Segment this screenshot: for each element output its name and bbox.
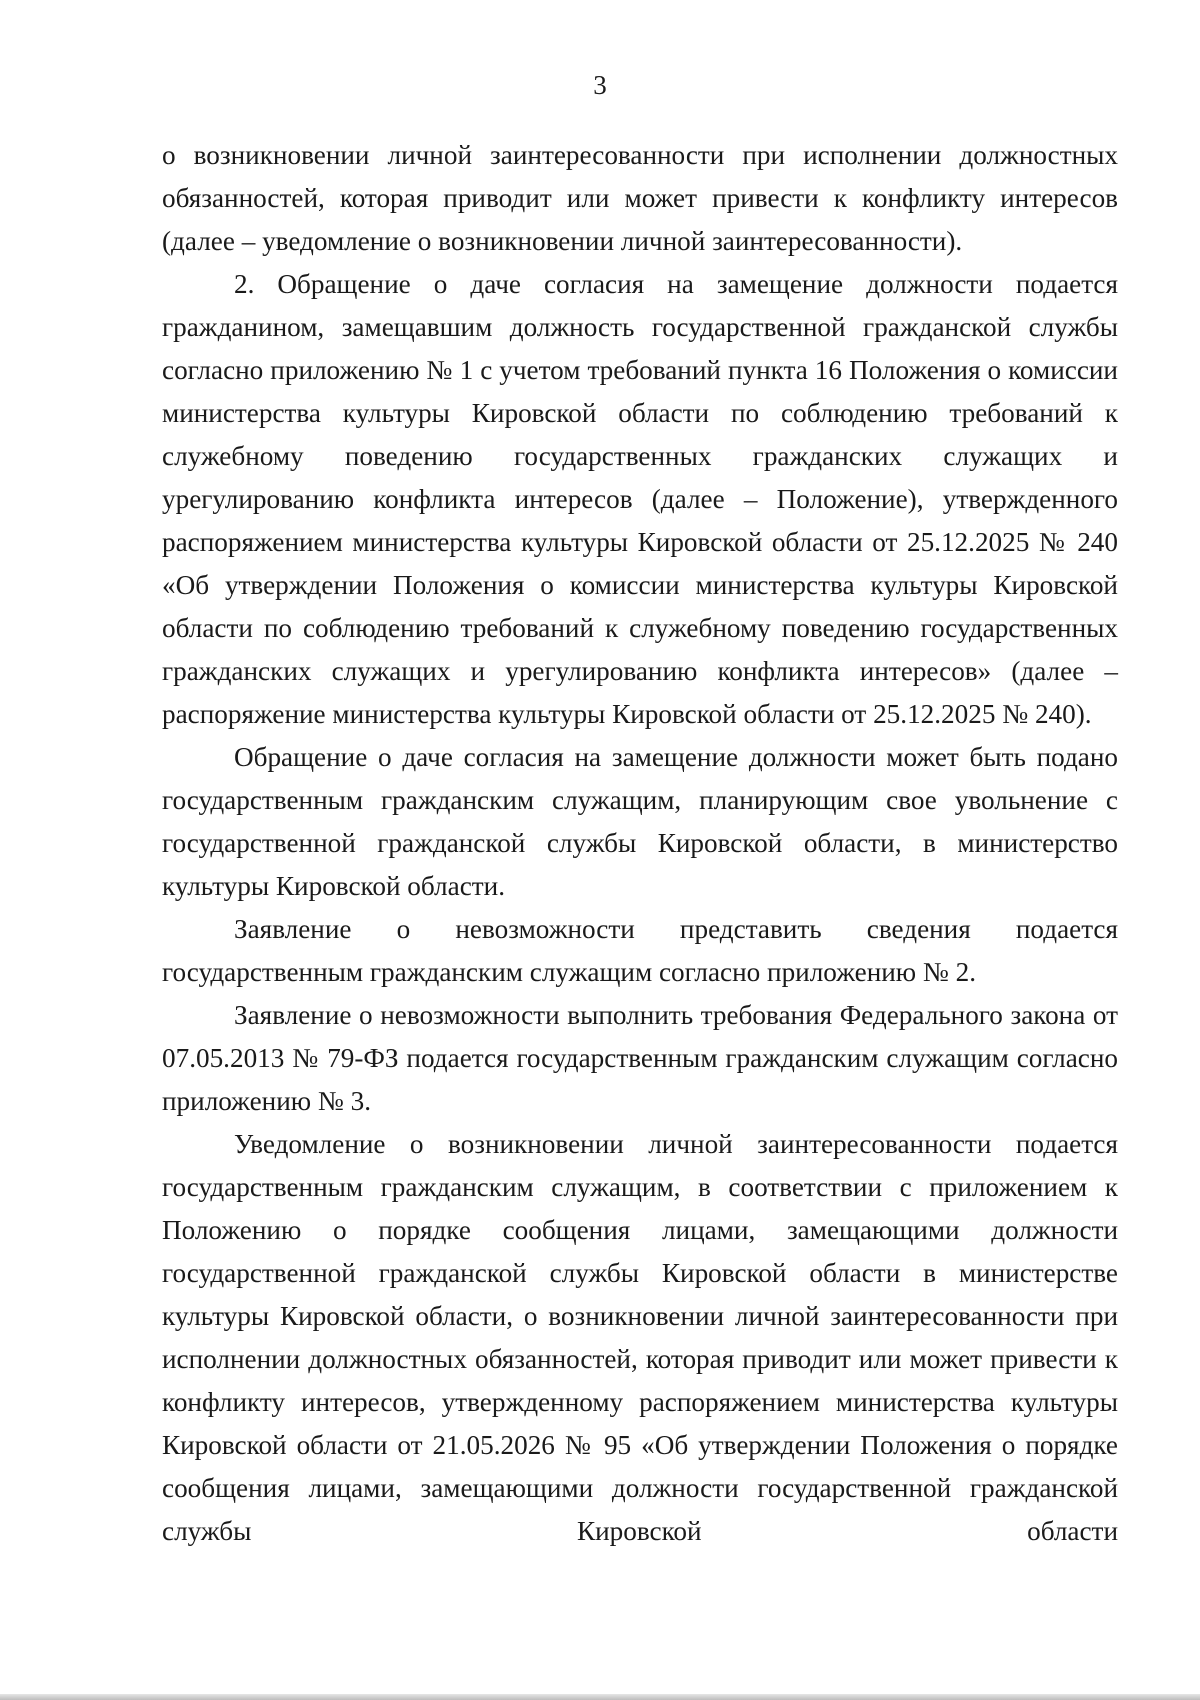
paragraph-continuation: о возникновении личной заинтересованности при исполнении должностных обязанностей, которая приводит или может привести к конфликту интересов (далее – уведомление о возникновении личной заинтересованности). (162, 140, 1118, 256)
paragraph-notification: Уведомление о возникновении личной заинтересованности подается государственным гражданским служащим, в соответствии с приложением к Положению о порядке сообщения лицами, замещающими должности государственной гражданской службы Кировской области в министерстве культуры Кировской области, о возникновении личной заинтересованности при исполнении должностных обязанностей, которая приводит или может привести к конфликту интересов, утвержденному распоряжением министерства культуры Кировской области от 21.05.2026 № 95 «Об утверждении Положения о порядке сообщения лицами, замещающими должности государственной гражданской службы Кировской области (162, 1129, 1118, 1546)
paragraph-item-2: 2. Обращение о даче согласия на замещение должности подается гражданином, замещавшим должность государственной гражданской службы согласно приложению № 1 с учетом требований пункта 16 Положения о комиссии министерства культуры Кировской области по соблюдению требований к служебному поведению государственных гражданских служащих и урегулированию конфликта интересов (далее – Положение), утвержденного распоряжением министерства культуры Кировской области от 25.12.2025 № 240 «Об утверждении Положения о комиссии министерства культуры Кировской области по соблюдению требований к служебному поведению государственных гражданских служащих и урегулированию конфликта интересов» (далее – распоряжение министерства культуры Кировской области от 25.12.2025 № 240). (162, 269, 1118, 729)
document-body (162, 134, 1118, 1553)
paragraph-consent-request: Обращение о даче согласия на замещение должности может быть подано государственным гражданским служащим, планирующим свое увольнение с государственной гражданской службы Кировской области, в министерство культуры Кировской области. (162, 742, 1118, 901)
scan-bottom-edge (0, 1694, 1200, 1700)
paragraph-statement-information: Заявление о невозможности представить сведения подается государственным гражданским служащим согласно приложению № 2. (162, 914, 1118, 987)
paragraph-statement-law-79fz: Заявление о невозможности выполнить требования Федерального закона от 07.05.2013 № 79-ФЗ подается государственным гражданским служащим согласно приложению № 3. (162, 1000, 1118, 1116)
page-number: 3 (593, 70, 607, 100)
